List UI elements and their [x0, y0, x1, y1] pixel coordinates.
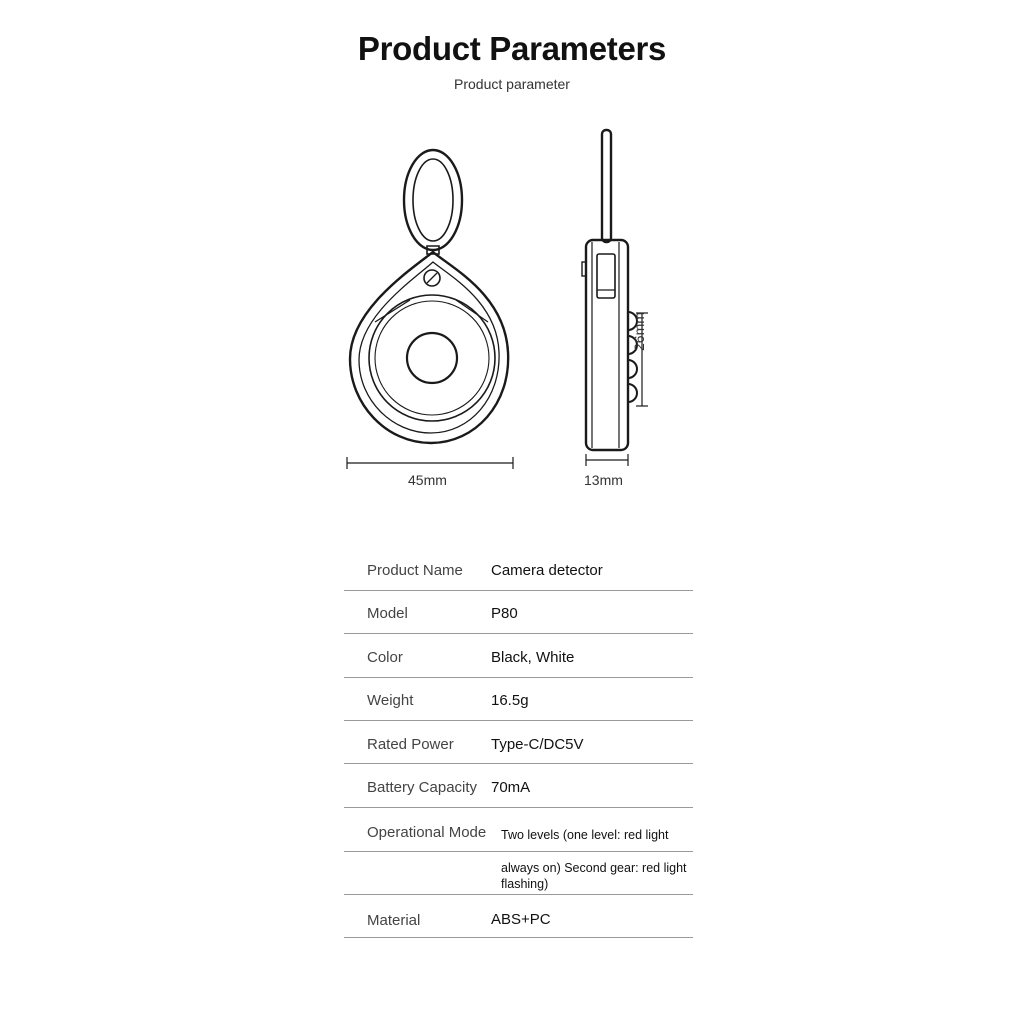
spec-value: Type-C/DC5V [491, 736, 584, 753]
front-view-drawing [347, 150, 513, 469]
table-row [344, 895, 693, 938]
width-dimension-label: 45mm [408, 472, 447, 488]
spec-value: ABS+PC [491, 911, 551, 928]
spec-label: Model [367, 605, 408, 622]
table-row [344, 808, 693, 852]
page-title: Product Parameters [357, 30, 667, 67]
depth-dimension-label: 13mm [584, 472, 623, 488]
spec-label: Battery Capacity [367, 779, 478, 796]
table-row [344, 548, 693, 591]
page-subtitle: Product parameter [454, 76, 570, 92]
spec-value: 16.5g [491, 692, 529, 709]
spec-label: Color [367, 649, 403, 666]
spec-value: P80 [491, 605, 518, 622]
table-row [344, 634, 693, 678]
table-row [344, 764, 693, 808]
spec-table [344, 548, 693, 938]
spec-label: Weight [367, 692, 414, 709]
table-row [344, 591, 693, 634]
height-dimension-label: 26mm [631, 312, 647, 351]
table-row [344, 852, 693, 895]
lens-button [407, 333, 457, 383]
side-view-drawing [582, 130, 648, 466]
table-row [344, 721, 693, 764]
spec-label: Material [367, 912, 421, 929]
table-row [344, 678, 693, 721]
spec-value: always on) Second gear: red light flashing) [501, 861, 687, 891]
spec-value: Camera detector [491, 562, 603, 579]
spec-value: Black, White [491, 649, 575, 666]
spec-value: 70mA [491, 779, 531, 796]
lanyard-side [602, 130, 611, 242]
spec-label: Product Name [367, 562, 463, 579]
spec-label: Rated Power [367, 736, 454, 753]
spec-label: Operational Mode [367, 824, 487, 841]
usb-port [597, 254, 615, 298]
spec-value: Two levels (one level: red light [501, 828, 669, 842]
